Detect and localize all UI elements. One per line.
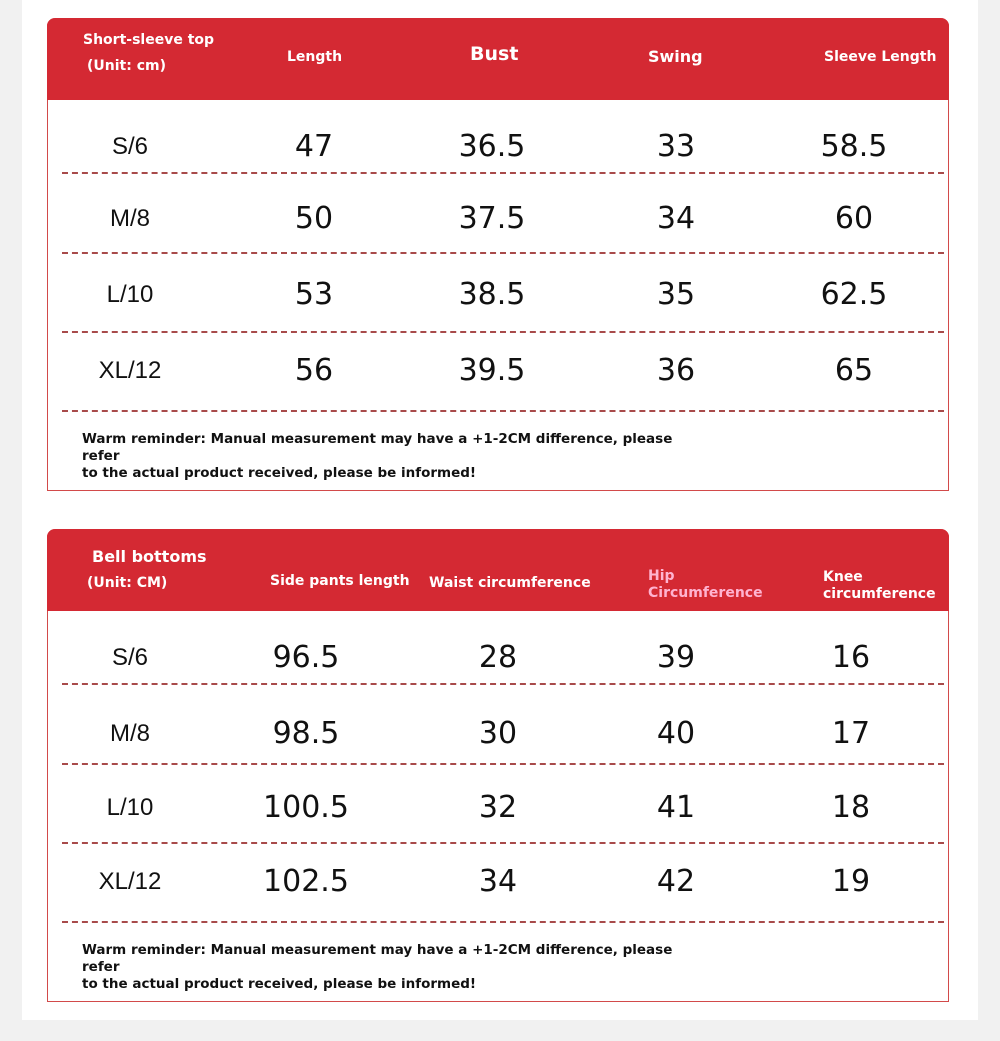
table-row (48, 619, 950, 697)
value-cell: 60 (834, 201, 874, 236)
size-label: XL/12 (98, 868, 162, 895)
row-divider (62, 410, 944, 412)
size-label: L/10 (106, 281, 154, 308)
value-cell: 102.5 (263, 864, 349, 899)
size-table-top (47, 18, 949, 491)
note-line: to the actual product received, please be informed! (82, 465, 477, 481)
table-row (48, 180, 950, 258)
column-header-swing: Swing (648, 47, 703, 66)
value-cell: 28 (478, 640, 518, 675)
value-cell: 35 (656, 277, 696, 312)
note-line: Warm reminder: Manual measurement may have a +1-2CM difference, please refer (82, 431, 673, 464)
row-divider (62, 252, 944, 254)
table-row (48, 843, 950, 921)
value-cell: 32 (478, 790, 518, 825)
value-cell: 19 (831, 864, 871, 899)
column-header-knee-circumference: circumference (823, 586, 936, 602)
size-label: M/8 (109, 720, 150, 747)
value-cell: 39.5 (458, 353, 526, 388)
value-cell: 96.5 (272, 640, 340, 675)
size-label: S/6 (111, 133, 149, 160)
value-cell: 42 (656, 864, 696, 899)
table-row (48, 695, 950, 773)
column-header-hip-circumference: Circumference (648, 585, 763, 601)
table-unit: (Unit: cm) (87, 58, 166, 74)
note-line: to the actual product received, please be informed! (82, 976, 477, 992)
value-cell: 18 (831, 790, 871, 825)
table-title: Bell bottoms (92, 547, 207, 566)
value-cell: 36.5 (458, 129, 526, 164)
warm-reminder-note (82, 942, 682, 993)
column-header-sleeve-length: Sleeve Length (824, 49, 937, 65)
value-cell: 62.5 (820, 277, 888, 312)
value-cell: 100.5 (263, 790, 349, 825)
column-header-knee: Knee (823, 569, 863, 585)
size-label: L/10 (106, 794, 154, 821)
row-divider (62, 763, 944, 765)
column-header-bust: Bust (470, 43, 519, 65)
value-cell: 30 (478, 716, 518, 751)
value-cell: 98.5 (272, 716, 340, 751)
value-cell: 53 (294, 277, 334, 312)
size-label: S/6 (111, 644, 149, 671)
table-unit: (Unit: CM) (87, 575, 168, 591)
value-cell: 56 (294, 353, 334, 388)
table-row (48, 108, 950, 186)
table-header (47, 18, 949, 100)
value-cell: 39 (656, 640, 696, 675)
size-label: M/8 (109, 205, 150, 232)
row-divider (62, 921, 944, 923)
size-table-bottom (47, 529, 949, 1002)
row-divider (62, 172, 944, 174)
value-cell: 33 (656, 129, 696, 164)
table-header (47, 529, 949, 611)
table-row (48, 332, 950, 410)
value-cell: 16 (831, 640, 871, 675)
row-divider (62, 683, 944, 685)
table-title: Short-sleeve top (83, 32, 215, 48)
value-cell: 37.5 (458, 201, 526, 236)
value-cell: 65 (834, 353, 874, 388)
value-cell: 41 (656, 790, 696, 825)
table-row (48, 256, 950, 334)
note-line: Warm reminder: Manual measurement may have a +1-2CM difference, please refer (82, 942, 673, 975)
value-cell: 50 (294, 201, 334, 236)
value-cell: 47 (294, 129, 334, 164)
column-header-hip: Hip (648, 568, 675, 584)
column-header-side-pants-length: Side pants length (270, 573, 410, 589)
value-cell: 17 (831, 716, 871, 751)
value-cell: 36 (656, 353, 696, 388)
column-header-length: Length (287, 49, 343, 65)
value-cell: 58.5 (820, 129, 888, 164)
value-cell: 34 (656, 201, 696, 236)
warm-reminder-note (82, 431, 682, 482)
value-cell: 34 (478, 864, 518, 899)
value-cell: 40 (656, 716, 696, 751)
value-cell: 38.5 (458, 277, 526, 312)
table-row (48, 769, 950, 847)
column-header-waist-circumference: Waist circumference (429, 575, 591, 591)
size-label: XL/12 (98, 357, 162, 384)
